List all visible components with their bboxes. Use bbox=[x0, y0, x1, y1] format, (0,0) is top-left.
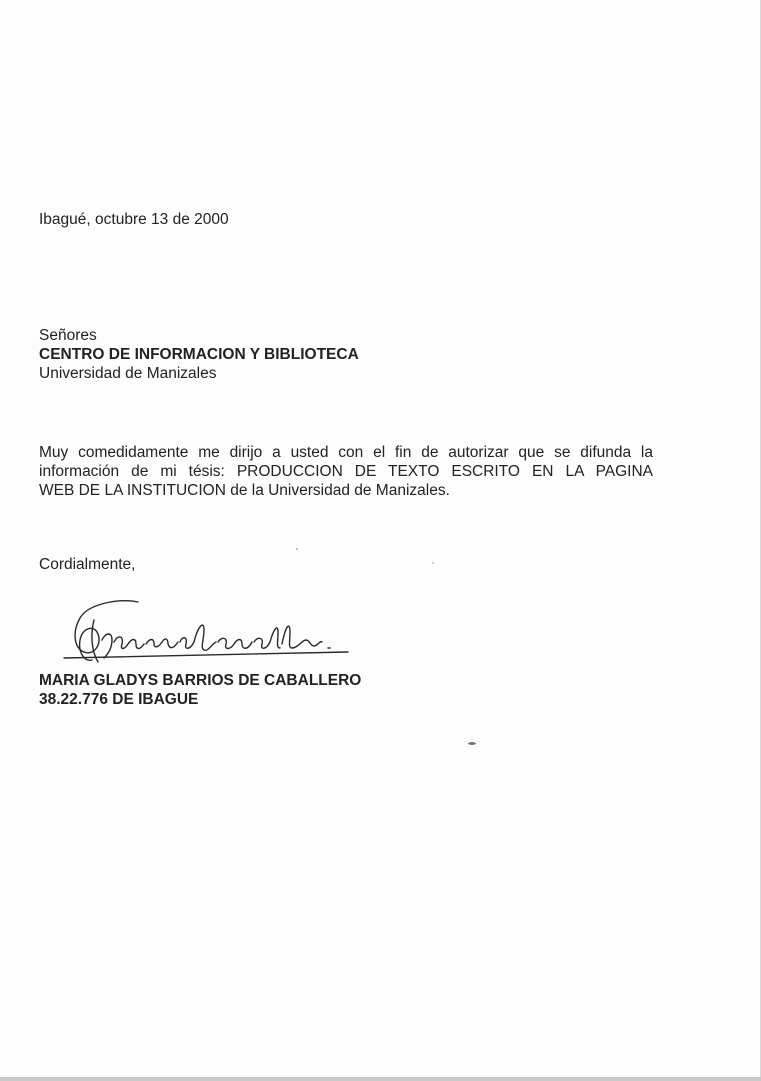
scan-speck bbox=[296, 548, 298, 550]
body-line-3-rest: de la Universidad de Manizales. bbox=[225, 482, 450, 499]
letter-date: Ibagué, octubre 13 de 2000 bbox=[39, 211, 229, 228]
recipient-university: Universidad de Manizales bbox=[39, 365, 217, 382]
body-line-3 bbox=[39, 481, 450, 500]
body-line-3-caps: WEB DE LA INSTITUCION bbox=[39, 482, 226, 499]
scan-speck bbox=[468, 742, 476, 745]
signer-id: 38.22.776 DE IBAGUE bbox=[39, 691, 199, 708]
page-bottom-edge bbox=[0, 1077, 761, 1081]
closing: Cordialmente, bbox=[39, 556, 136, 573]
handwritten-signature bbox=[58, 596, 358, 676]
scan-speck bbox=[432, 562, 434, 564]
body-line-1: Muy comedidamente me dirijo a usted con el fin de autorizar que se difunda la bbox=[39, 444, 653, 461]
signature-ink bbox=[64, 601, 348, 662]
salutation: Señores bbox=[39, 327, 97, 344]
recipient-organization: CENTRO DE INFORMACION Y BIBLIOTECA bbox=[39, 346, 359, 363]
body-line-2: información de mi tésis: PRODUCCION DE TEXTO ESCRITO EN LA PAGINA bbox=[39, 463, 653, 480]
signer-name: MARIA GLADYS BARRIOS DE CABALLERO bbox=[39, 672, 362, 689]
